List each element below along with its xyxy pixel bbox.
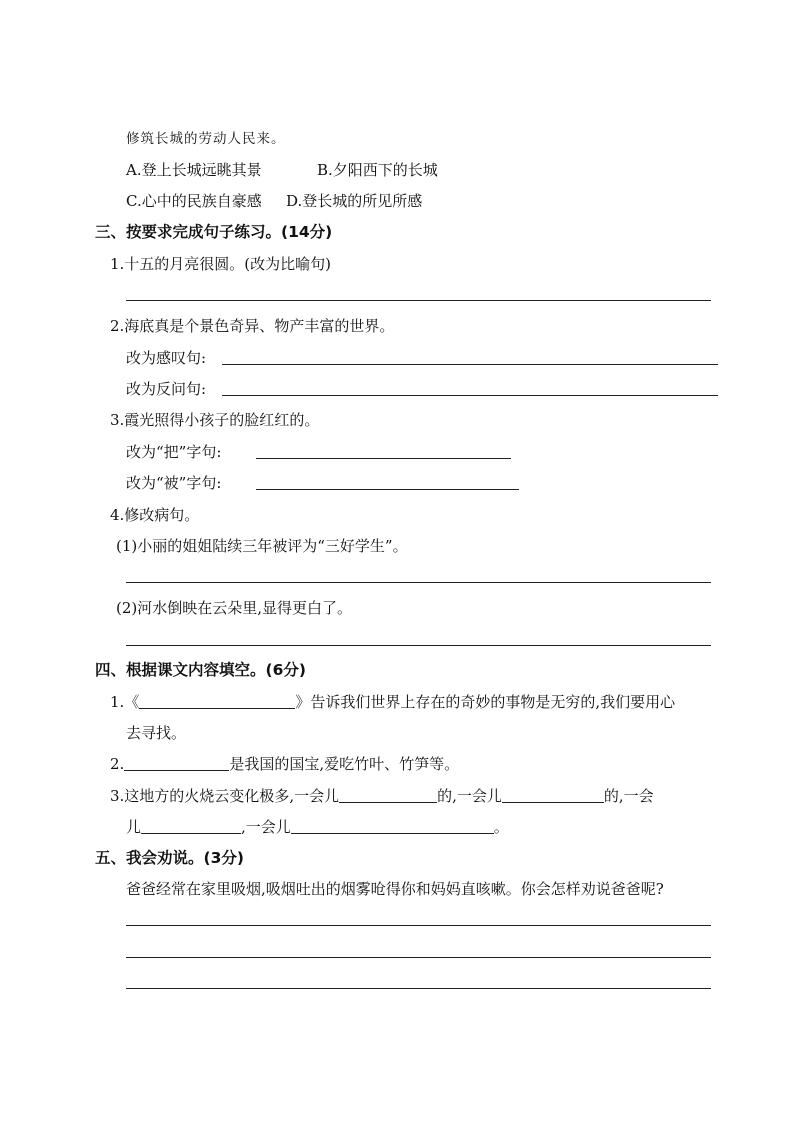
s3q3-ba-label: 改为“把”字句:	[126, 443, 222, 461]
s3-question-1: 1.十五的月亮很圆。(改为比喻句)	[110, 255, 332, 273]
section4-title: 四、根据课文内容填空。(6分)	[95, 661, 306, 679]
s3q4-sub-1: (1)小丽的姐姐陆续三年被评为“三好学生”。	[116, 537, 408, 555]
s4q3-text-a: 3.这地方的火烧云变化极多,一会儿	[110, 787, 340, 805]
answer-line-s3q4-1[interactable]	[126, 582, 711, 583]
answer-line-s3q1[interactable]	[126, 300, 711, 301]
answer-line-exclaim[interactable]	[222, 364, 718, 365]
blank-cloud-4[interactable]	[291, 817, 494, 834]
s3q3-bei-label: 改为“被”字句:	[126, 474, 222, 492]
s4q3-continuation	[126, 817, 509, 837]
s4-question-2	[110, 754, 459, 774]
intro-text: 修筑长城的劳动人民来。	[126, 131, 286, 147]
s4q1-continuation: 去寻找。	[126, 724, 187, 742]
blank-cloud-2[interactable]	[502, 786, 604, 803]
s3q2-rhetorical-label: 改为反问句:	[126, 380, 207, 398]
s5-prompt: 爸爸经常在家里吸烟,吸烟吐出的烟雾呛得你和妈妈直咳嗽。你会怎样劝说爸爸呢?	[126, 880, 664, 898]
blank-national-treasure[interactable]	[124, 754, 229, 771]
section5-title: 五、我会劝说。(3分)	[95, 849, 244, 867]
s4q1-number: 1.	[110, 693, 125, 711]
s4q3-text-b: 的,一会儿	[437, 787, 502, 805]
answer-line-bei[interactable]	[256, 489, 519, 490]
answer-line-s5-2[interactable]	[126, 957, 711, 958]
answer-line-rhetorical[interactable]	[222, 395, 718, 396]
s4q1-open-bracket: 《	[124, 693, 140, 711]
s4q3-text-d: 儿	[126, 818, 142, 836]
answer-line-ba[interactable]	[256, 458, 511, 459]
blank-book-title[interactable]	[139, 692, 295, 709]
s4q1-text: 》告诉我们世界上存在的奇妙的事物是无穷的,我们要用心	[295, 693, 676, 711]
s4q3-text-c: 的,一会	[603, 787, 654, 805]
s4q3-text-e: ,一会儿	[241, 818, 291, 836]
s3-question-4: 4.修改病句。	[110, 506, 200, 524]
answer-line-s5-1[interactable]	[126, 925, 711, 926]
s4-question-1	[110, 692, 675, 712]
option-d: D.登长城的所见所感	[286, 192, 423, 210]
blank-cloud-1[interactable]	[339, 786, 437, 803]
answer-line-s5-3[interactable]	[126, 988, 711, 989]
blank-cloud-3[interactable]	[141, 817, 241, 834]
s3q4-sub-2: (2)河水倒映在云朵里,显得更白了。	[116, 599, 353, 617]
section3-title: 三、按要求完成句子练习。(14分)	[95, 223, 333, 241]
answer-line-s3q4-2[interactable]	[126, 645, 711, 646]
s3-question-2: 2.海底真是个景色奇异、物产丰富的世界。	[110, 317, 395, 335]
s4q2-text: 是我国的国宝,爱吃竹叶、竹笋等。	[229, 755, 460, 773]
option-b: B.夕阳西下的长城	[317, 161, 438, 179]
s3q2-exclaim-label: 改为感叹句:	[126, 349, 207, 367]
s4-question-3	[110, 786, 654, 806]
s4q2-number: 2.	[110, 755, 125, 773]
s3-question-3: 3.霞光照得小孩子的脸红红的。	[110, 411, 320, 429]
option-c: C.心中的民族自豪感	[126, 192, 262, 210]
s4q3-text-f: 。	[493, 818, 509, 836]
option-a: A.登上长城远眺其景	[126, 161, 262, 179]
